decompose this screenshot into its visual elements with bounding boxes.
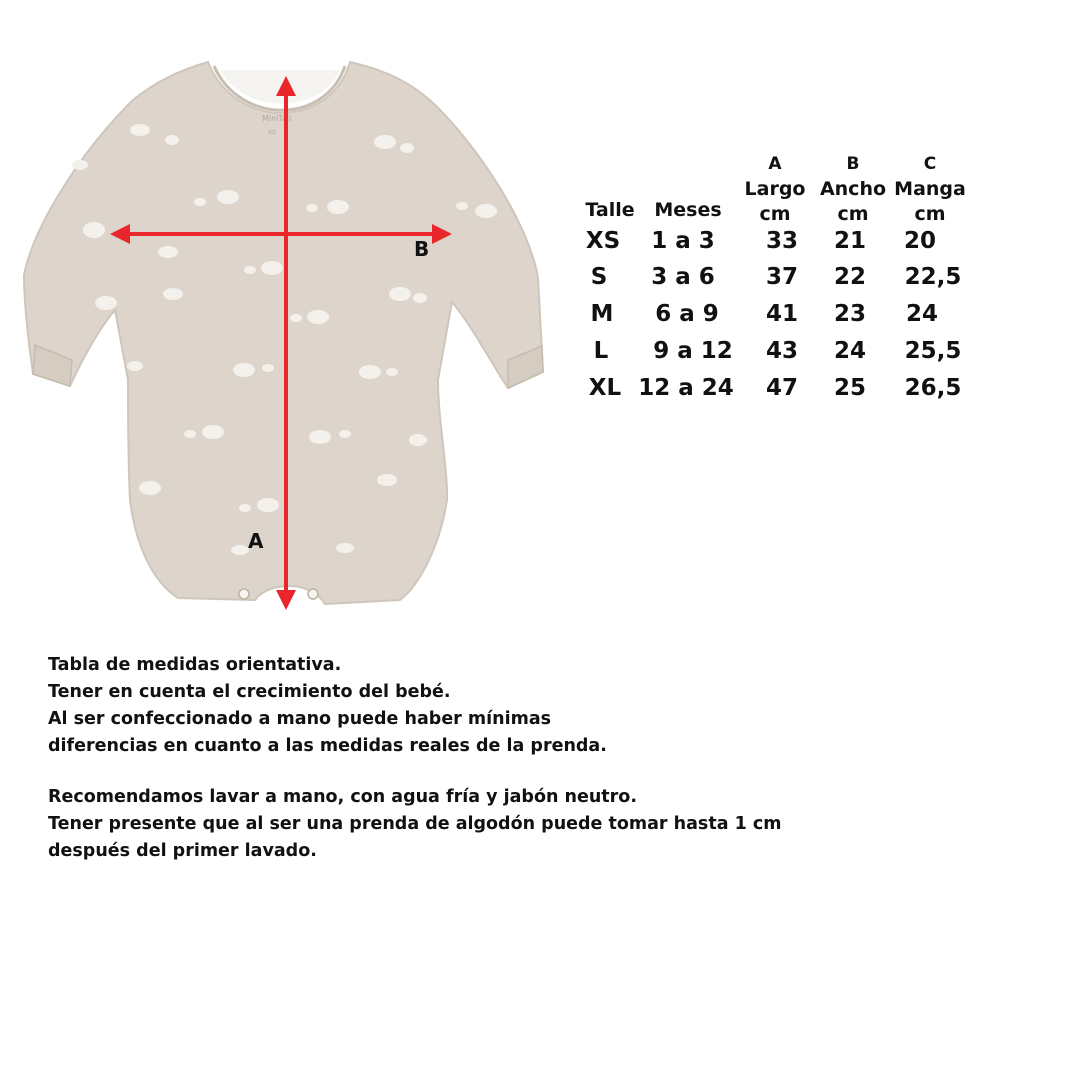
header-largo-letter: A [768, 154, 782, 174]
header-largo-unit: cm [759, 203, 791, 225]
note-line: Tabla de medidas orientativa. [48, 655, 342, 675]
snap-right [308, 589, 318, 599]
cell-ancho: 25 [833, 375, 866, 401]
cell-largo: 37 [765, 264, 798, 290]
cell-ancho: 24 [833, 338, 866, 364]
header-largo [740, 152, 810, 227]
header-ancho-letter: B [846, 154, 860, 174]
cell-talle: XL [588, 375, 622, 401]
header-meses: Meses [654, 199, 722, 221]
cell-largo: 33 [765, 228, 798, 254]
note-line: Tener presente que al ser una prenda de algodón puede tomar hasta 1 cm [48, 814, 782, 834]
bodysuit-body [24, 62, 543, 604]
header-manga [894, 152, 966, 227]
note-line: después del primer lavado. [48, 841, 317, 861]
header-manga-letter: C [923, 154, 937, 174]
cell-largo: 41 [765, 301, 798, 327]
bodysuit-illustration [0, 0, 560, 640]
label-b: B [414, 237, 430, 261]
header-talle: Talle [585, 199, 635, 221]
cell-manga: 22,5 [904, 264, 962, 290]
cell-meses: 12 a 24 [638, 375, 734, 401]
note-line: Tener en cuenta el crecimiento del bebé. [48, 682, 451, 702]
cell-talle: M [590, 301, 614, 327]
cell-manga: 26,5 [904, 375, 962, 401]
cell-manga: 20 [903, 228, 936, 254]
header-ancho [818, 152, 888, 227]
header-manga-name: Manga [894, 178, 966, 200]
cell-talle: S [590, 264, 608, 290]
cell-talle: L [593, 338, 609, 364]
cell-meses: 9 a 12 [653, 338, 733, 364]
snap-left [239, 589, 249, 599]
size-stamp: XS [268, 129, 276, 136]
brand-stamp: MiniTali [262, 114, 292, 123]
cell-talle: XS [585, 228, 621, 254]
label-a: A [248, 529, 264, 553]
header-ancho-name: Ancho [819, 178, 887, 200]
cell-largo: 47 [765, 375, 798, 401]
header-ancho-unit: cm [837, 203, 869, 225]
cell-meses: 6 a 9 [655, 301, 719, 327]
header-manga-unit: cm [914, 203, 946, 225]
cell-ancho: 23 [833, 301, 866, 327]
cell-meses: 3 a 6 [651, 264, 715, 290]
cell-ancho: 21 [833, 228, 866, 254]
cell-manga: 25,5 [904, 338, 962, 364]
cell-ancho: 22 [833, 264, 866, 290]
note-line: Recomendamos lavar a mano, con agua fría y jabón neutro. [48, 787, 637, 807]
cell-manga: 24 [905, 301, 938, 327]
header-largo-name: Largo [744, 178, 806, 200]
note-line: Al ser confeccionado a mano puede haber mínimas [48, 709, 552, 729]
notes-care [48, 784, 782, 865]
cell-meses: 1 a 3 [651, 228, 715, 254]
note-line: diferencias en cuanto a las medidas reales de la prenda. [48, 736, 607, 756]
cell-largo: 43 [765, 338, 798, 364]
notes-measurements [48, 652, 607, 760]
